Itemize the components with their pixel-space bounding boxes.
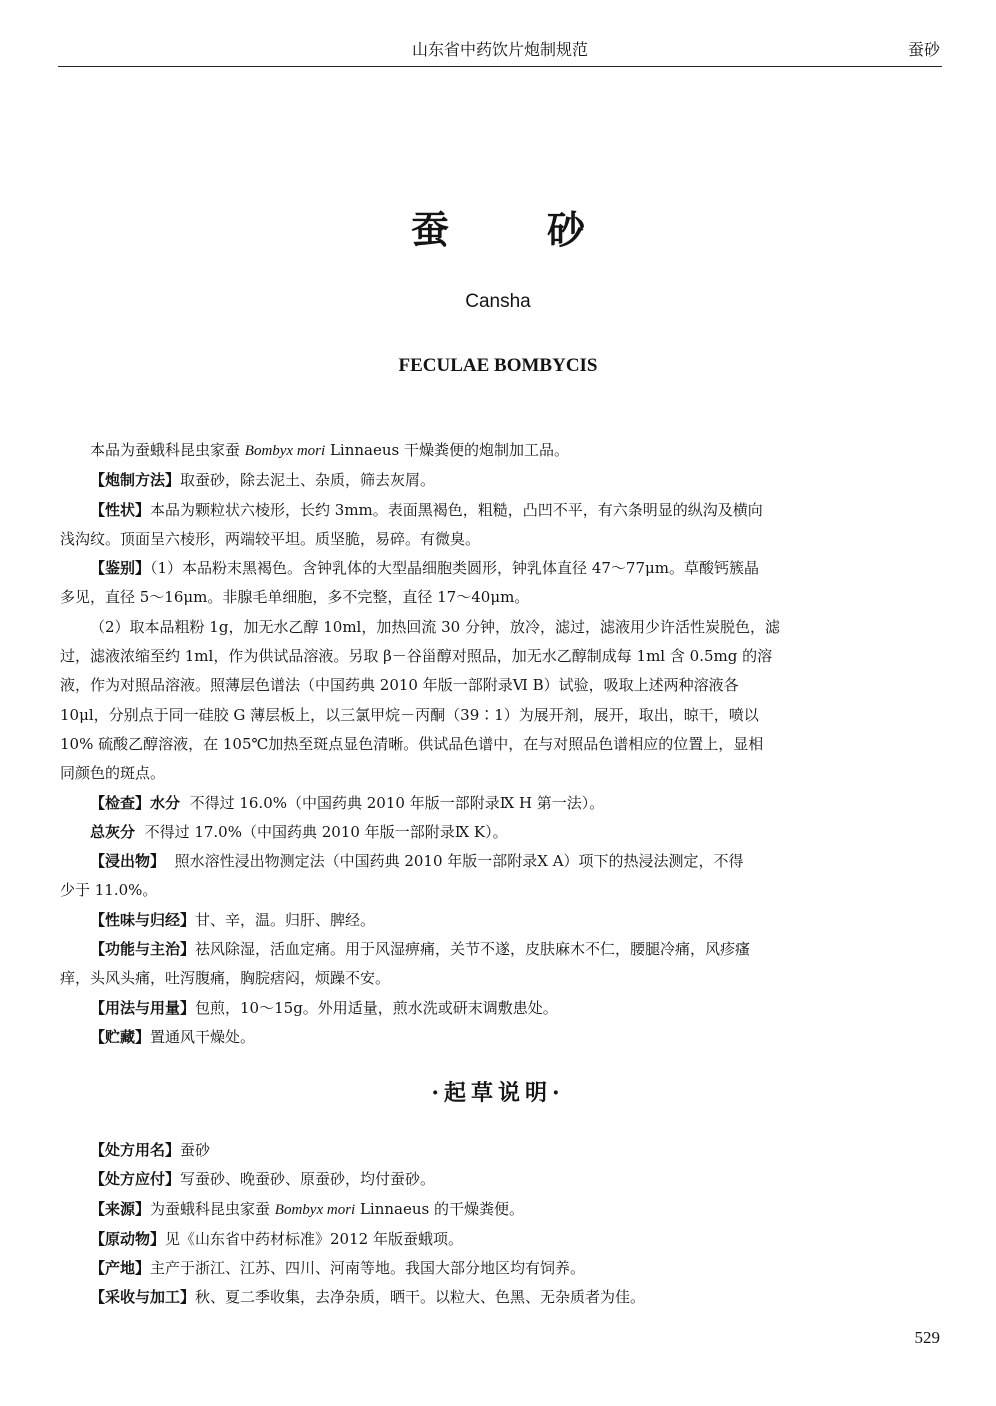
inspection-label: 【检查】 bbox=[90, 793, 151, 812]
pinyin-name: Cansha bbox=[465, 291, 531, 312]
intro-paragraph: 本品为蚕蛾科昆虫家蚕 Bombyx mori Linnaeus 干燥粪便的炮制加工品。 bbox=[90, 441, 569, 459]
scientific-name: Bombyx mori bbox=[274, 1201, 356, 1218]
tlc-line: 液，作为对照品溶液。照薄层色谱法（中国药典 2010 年版一部附录Ⅵ B）试验，吸取上述两种溶液各 bbox=[60, 676, 739, 695]
original-animal-paragraph: 【原动物】见《山东省中药材标准》2012 年版蚕蛾项。 bbox=[90, 1229, 463, 1248]
identification-label: 【鉴别】 bbox=[90, 559, 151, 578]
tlc-line: 过，滤液浓缩至约 1ml，作为供试品溶液。另取 β－谷甾醇对照品，加无水乙醇制成每 1ml 含 0.5mg 的溶 bbox=[60, 647, 773, 666]
page-number: 529 bbox=[914, 1328, 940, 1347]
harvest-label: 【采收与加工】 bbox=[90, 1288, 196, 1307]
origin-paragraph: 【产地】主产于浙江、江苏、四川、河南等地。我国大部分地区均有饲养。 bbox=[90, 1259, 586, 1278]
drafting-notes bbox=[60, 1136, 940, 1313]
tlc-line: 10% 硫酸乙醇溶液，在 105℃加热至斑点显色清晰。供试品色谱中，在与对照品色谱相应的位置上，显相 bbox=[60, 734, 764, 753]
header-rule bbox=[58, 66, 942, 67]
water-label: 水分 bbox=[150, 793, 181, 812]
monograph-body bbox=[60, 436, 940, 1052]
storage-paragraph: 【贮藏】置通风干燥处。 bbox=[90, 1027, 256, 1046]
inspection-ash: 总灰分 不得过 17.0%（中国药典 2010 年版一部附录Ⅸ K）。 bbox=[90, 822, 508, 841]
character-paragraph-line1: 【性状】本品为颗粒状六棱形，长约 3mm。表面黑褐色，粗糙，凸凹不平，有六条明显的纵沟及横向 bbox=[90, 500, 763, 519]
book-title: 山东省中药饮片炮制规范 bbox=[411, 40, 588, 59]
usage-paragraph: 【用法与用量】包煎，10～15g。外用适量，煎水洗或研末调敷患处。 bbox=[90, 998, 558, 1017]
tlc-line: 同颜色的斑点。 bbox=[60, 764, 166, 783]
extract-line2: 少于 11.0%。 bbox=[60, 881, 158, 900]
origin-label: 【产地】 bbox=[90, 1259, 151, 1278]
usage-label: 【用法与用量】 bbox=[90, 998, 196, 1017]
drafting-heading: ·起草说明· bbox=[431, 1080, 565, 1106]
processing-label: 【炮制方法】 bbox=[90, 471, 181, 490]
processing-paragraph: 【炮制方法】取蚕砂，除去泥土、杂质，筛去灰屑。 bbox=[90, 471, 436, 490]
ash-label: 总灰分 bbox=[90, 822, 136, 841]
nature-paragraph: 【性味与归经】甘、辛，温。归肝、脾经。 bbox=[90, 910, 376, 929]
prescription-name-paragraph: 【处方用名】蚕砂 bbox=[90, 1141, 211, 1159]
harvest-paragraph: 【采收与加工】秋、夏二季收集，去净杂质，晒干。以粒大、色黑、无杂质者为佳。 bbox=[90, 1288, 646, 1307]
character-label: 【性状】 bbox=[90, 500, 151, 519]
original-animal-label: 【原动物】 bbox=[90, 1229, 166, 1248]
nature-label: 【性味与归经】 bbox=[90, 910, 196, 929]
extract-label: 【浸出物】 bbox=[90, 852, 166, 871]
dispensing-paragraph: 【处方应付】写蚕砂、晚蚕砂、原蚕砂，均付蚕砂。 bbox=[90, 1170, 436, 1189]
extract-line1: 【浸出物】 照水溶性浸出物测定法（中国药典 2010 年版一部附录Ⅹ A）项下的热浸法测定，不得 bbox=[90, 852, 744, 871]
scientific-name: Bombyx mori bbox=[244, 443, 326, 459]
monograph-title: 蚕砂 bbox=[410, 207, 683, 252]
identification-line2: 多见，直径 5～16μm。非腺毛单细胞，多不完整，直径 17～40μm。 bbox=[60, 588, 530, 607]
identification-line1: 【鉴别】（1）本品粉末黑褐色。含钟乳体的大型晶细胞类圆形，钟乳体直径 47～77μm。草酸钙簇晶 bbox=[90, 559, 759, 578]
running-head bbox=[58, 37, 942, 63]
section-label: 蚕砂 bbox=[907, 40, 940, 59]
prescription-name-label: 【处方用名】 bbox=[90, 1141, 181, 1159]
tlc-line: 10μl，分别点于同一硅胶 G 薄层板上，以三氯甲烷－丙酮（39∶1）为展开剂，展开，取出，晾干，喷以 bbox=[60, 705, 759, 724]
inspection-water: 【检查】水分 不得过 16.0%（中国药典 2010 年版一部附录Ⅸ H 第一法）。 bbox=[90, 793, 605, 812]
character-paragraph-line2: 浅沟纹。顶面呈六棱形，两端较平坦。质坚脆，易碎。有微臭。 bbox=[60, 529, 481, 548]
function-label: 【功能与主治】 bbox=[90, 940, 196, 959]
source-paragraph: 【来源】为蚕蛾科昆虫家蚕 Bombyx mori Linnaeus 的干燥粪便。 bbox=[90, 1199, 524, 1218]
storage-label: 【贮藏】 bbox=[90, 1027, 151, 1046]
latin-name: FECULAE BOMBYCIS bbox=[398, 355, 598, 376]
source-label: 【来源】 bbox=[90, 1199, 151, 1218]
function-line1: 【功能与主治】祛风除湿，活血定痛。用于风湿痹痛，关节不遂，皮肤麻木不仁，腰腿冷痛，风疹瘙 bbox=[90, 940, 751, 959]
tlc-line: （2）取本品粗粉 1g，加无水乙醇 10ml，加热回流 30 分钟，放冷，滤过，滤液用少许活性炭脱色，滤 bbox=[90, 617, 780, 636]
dispensing-label: 【处方应付】 bbox=[90, 1170, 181, 1189]
function-line2: 痒，头风头痛，吐泻腹痛，胸脘痞闷，烦躁不安。 bbox=[60, 969, 391, 988]
